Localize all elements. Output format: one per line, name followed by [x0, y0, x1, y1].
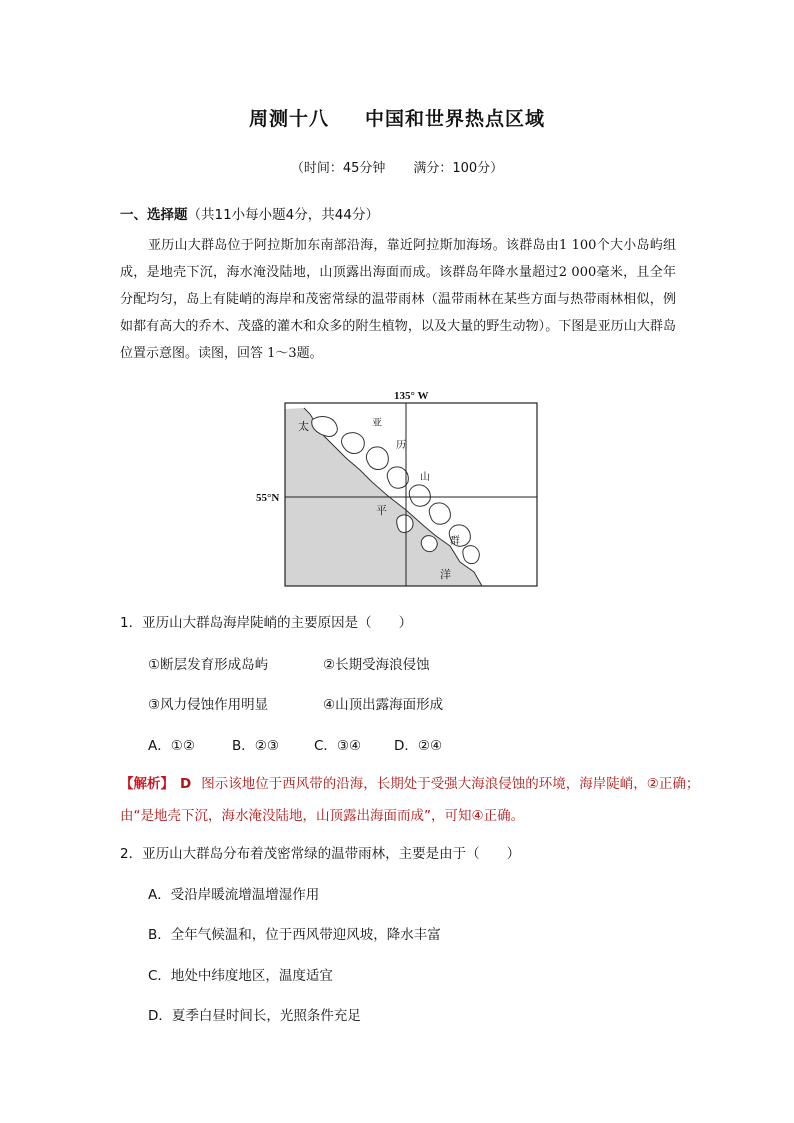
- island-location-map: [254, 386, 544, 596]
- section-note: （共11小每小题4分，共44分）: [187, 207, 379, 223]
- statement-2: ②长期受海浪侵蚀: [323, 657, 430, 673]
- statement-1: ①断层发育形成岛屿: [148, 657, 269, 673]
- q2-choice-c: C．地处中纬度地区，温度适宜: [148, 968, 333, 984]
- latitude-label: 55°N: [256, 492, 280, 504]
- ocean-label-3: 洋: [440, 568, 451, 581]
- time-label: （时间：45分钟: [290, 161, 386, 176]
- q2-choice-a: A．受沿岸暖流增温增湿作用: [148, 887, 320, 903]
- question-2-stem: 2．亚历山大群岛分布着茂密常绿的温带雨林，主要是由于（ ）: [120, 846, 521, 862]
- ocean-label-1: 太: [298, 420, 309, 433]
- page-title: [0, 104, 794, 131]
- island-label-4: 群: [450, 536, 460, 547]
- analysis-tag: 【解析】: [120, 776, 174, 792]
- choice-a: A．①②: [148, 738, 195, 754]
- choice-b: B．②③: [232, 738, 279, 754]
- ocean-label-2: 平: [376, 504, 387, 517]
- question-1-stem: 1．亚历山大群岛海岸陡峭的主要原因是（ ）: [120, 615, 413, 631]
- section-name: 一、选择题: [120, 207, 188, 223]
- title-part2: 中国和世界热点区域: [365, 108, 546, 130]
- longitude-label: 135° W: [394, 390, 429, 402]
- island-label-1: 亚: [372, 418, 382, 429]
- answer-letter: D: [180, 776, 192, 792]
- choice-c: C．③④: [314, 738, 362, 754]
- q2-choice-b: B．全年气候温和，位于西风带迎风坡，降水丰富: [148, 927, 441, 943]
- analysis-text: 图示该地位于西风带的沿海，长期处于受强大海浪侵蚀的环境，海岸陡峭，②正确；由“是地壳下沉，海水淹没陆地，山顶露出海面而成”，可知④正确。: [120, 776, 700, 824]
- statement-3: ③风力侵蚀作用明显: [148, 697, 269, 713]
- analysis-block: [120, 768, 706, 832]
- island-label-3: 山: [420, 472, 430, 483]
- q2-choice-d: D．夏季白昼时间长，光照条件充足: [148, 1008, 361, 1024]
- title-part1: 周测十八: [248, 108, 329, 130]
- score-label: 满分：100分）: [413, 161, 504, 176]
- section-heading: [120, 203, 379, 223]
- island-label-2: 历: [396, 440, 406, 451]
- exam-info: [0, 157, 794, 176]
- statement-4: ④山顶出露海面形成: [323, 697, 444, 713]
- choice-d: D．②④: [394, 738, 443, 754]
- reading-passage: 亚历山大群岛位于阿拉斯加东南部沿海，靠近阿拉斯加海场。该群岛由1 100个大小岛屿组成，是地壳下沉，海水淹没陆地，山顶露出海面而成。该群岛年降水量超过2 000毫米，且全年分配均匀，岛上有陡峭的海岸和茂密常绿的温带雨林（温带雨林在某些方面与热带雨林相似，例如都有高大的乔木、茂盛的灌木和众多的附生植物，以及大量的野生动物）。下图是亚历山大群岛位置示意图。读图，回答 1～3题。: [120, 238, 676, 361]
